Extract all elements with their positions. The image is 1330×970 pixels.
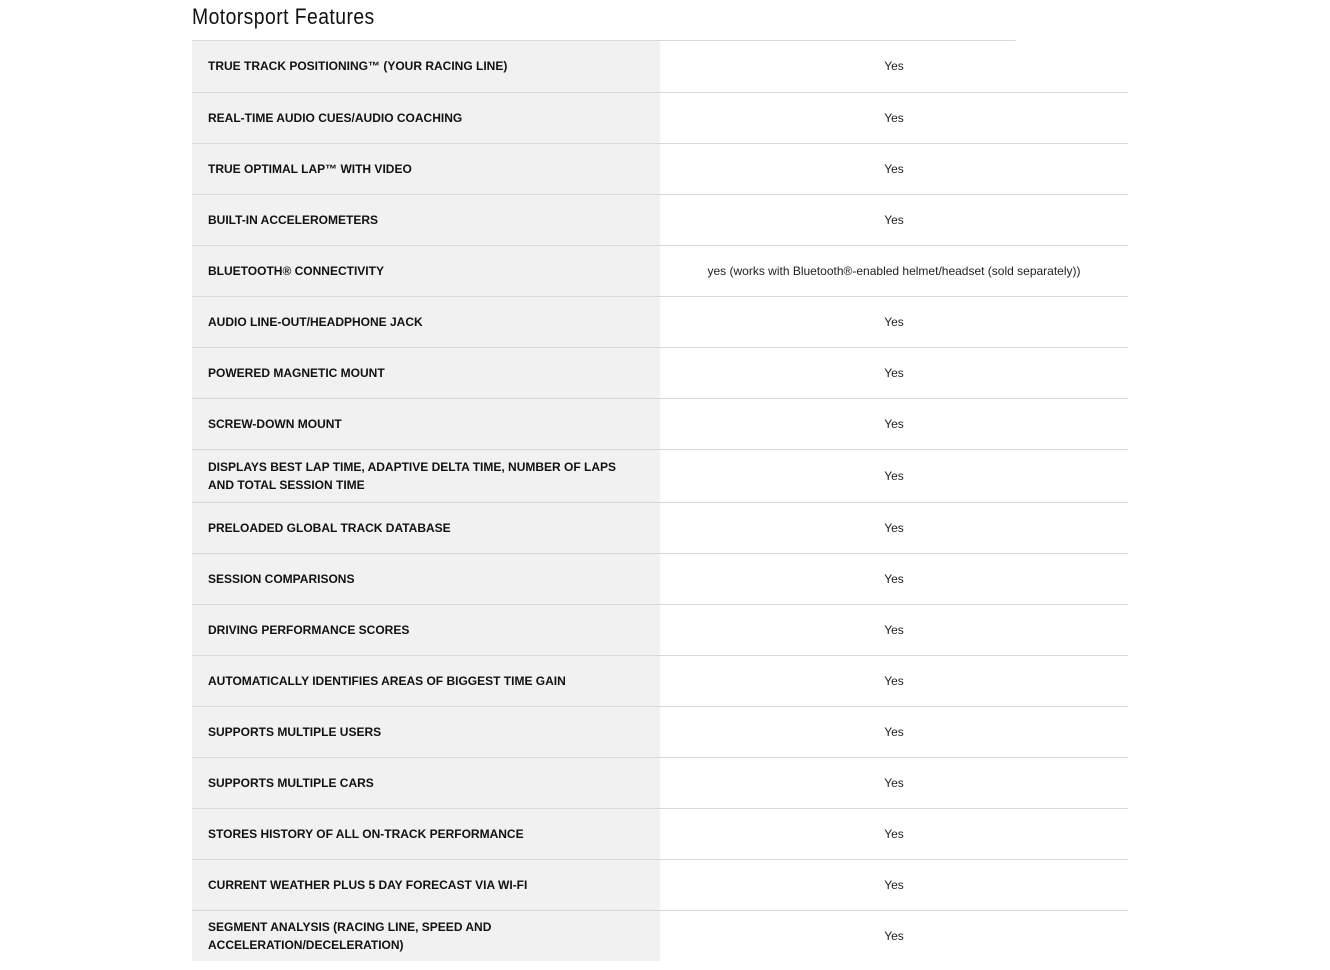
feature-value: yes (works with Bluetooth®-enabled helmet/headset (sold separately))	[660, 245, 1128, 296]
feature-value: Yes	[660, 553, 1128, 604]
feature-label: BUILT-IN ACCELEROMETERS	[192, 194, 660, 245]
feature-label: CURRENT WEATHER PLUS 5 DAY FORECAST VIA WI-FI	[192, 859, 660, 910]
table-row	[192, 41, 1128, 92]
table-row	[192, 910, 1128, 961]
table-row	[192, 655, 1128, 706]
feature-value: Yes	[660, 449, 1128, 502]
table-row	[192, 143, 1128, 194]
section-title: Motorsport Features	[192, 0, 1016, 41]
feature-label: TRUE TRACK POSITIONING™ (YOUR RACING LINE)	[192, 41, 660, 92]
table-row	[192, 757, 1128, 808]
table-row	[192, 92, 1128, 143]
feature-label: STORES HISTORY OF ALL ON-TRACK PERFORMANCE	[192, 808, 660, 859]
spec-table-body	[192, 41, 1128, 961]
feature-label: SUPPORTS MULTIPLE USERS	[192, 706, 660, 757]
table-row	[192, 553, 1128, 604]
feature-value: Yes	[660, 398, 1128, 449]
feature-value: Yes	[660, 92, 1128, 143]
feature-label: POWERED MAGNETIC MOUNT	[192, 347, 660, 398]
table-row	[192, 449, 1128, 502]
feature-value: Yes	[660, 41, 1128, 92]
feature-label: SCREW-DOWN MOUNT	[192, 398, 660, 449]
table-row	[192, 347, 1128, 398]
spec-table	[192, 41, 1128, 961]
feature-label: AUTOMATICALLY IDENTIFIES AREAS OF BIGGEST TIME GAIN	[192, 655, 660, 706]
feature-value: Yes	[660, 604, 1128, 655]
feature-label: SUPPORTS MULTIPLE CARS	[192, 757, 660, 808]
feature-label: DRIVING PERFORMANCE SCORES	[192, 604, 660, 655]
feature-label: REAL-TIME AUDIO CUES/AUDIO COACHING	[192, 92, 660, 143]
feature-label: DISPLAYS BEST LAP TIME, ADAPTIVE DELTA TIME, NUMBER OF LAPS AND TOTAL SESSION TIME	[192, 449, 660, 502]
table-row	[192, 296, 1128, 347]
feature-value: Yes	[660, 808, 1128, 859]
feature-value: Yes	[660, 910, 1128, 961]
feature-value: Yes	[660, 347, 1128, 398]
table-row	[192, 706, 1128, 757]
feature-label: PRELOADED GLOBAL TRACK DATABASE	[192, 502, 660, 553]
table-row	[192, 604, 1128, 655]
table-row	[192, 398, 1128, 449]
feature-label: TRUE OPTIMAL LAP™ WITH VIDEO	[192, 143, 660, 194]
table-row	[192, 859, 1128, 910]
feature-value: Yes	[660, 296, 1128, 347]
feature-label: BLUETOOTH® CONNECTIVITY	[192, 245, 660, 296]
feature-value: Yes	[660, 143, 1128, 194]
motorsport-features-section	[192, 0, 1128, 961]
table-row	[192, 502, 1128, 553]
table-row	[192, 245, 1128, 296]
feature-value: Yes	[660, 859, 1128, 910]
feature-value: Yes	[660, 757, 1128, 808]
table-row	[192, 808, 1128, 859]
feature-value: Yes	[660, 706, 1128, 757]
feature-label: AUDIO LINE-OUT/HEADPHONE JACK	[192, 296, 660, 347]
feature-value: Yes	[660, 194, 1128, 245]
feature-label: SESSION COMPARISONS	[192, 553, 660, 604]
feature-value: Yes	[660, 655, 1128, 706]
feature-value: Yes	[660, 502, 1128, 553]
feature-label: SEGMENT ANALYSIS (RACING LINE, SPEED AND ACCELERATION/DECELERATION)	[192, 910, 660, 961]
table-row	[192, 194, 1128, 245]
